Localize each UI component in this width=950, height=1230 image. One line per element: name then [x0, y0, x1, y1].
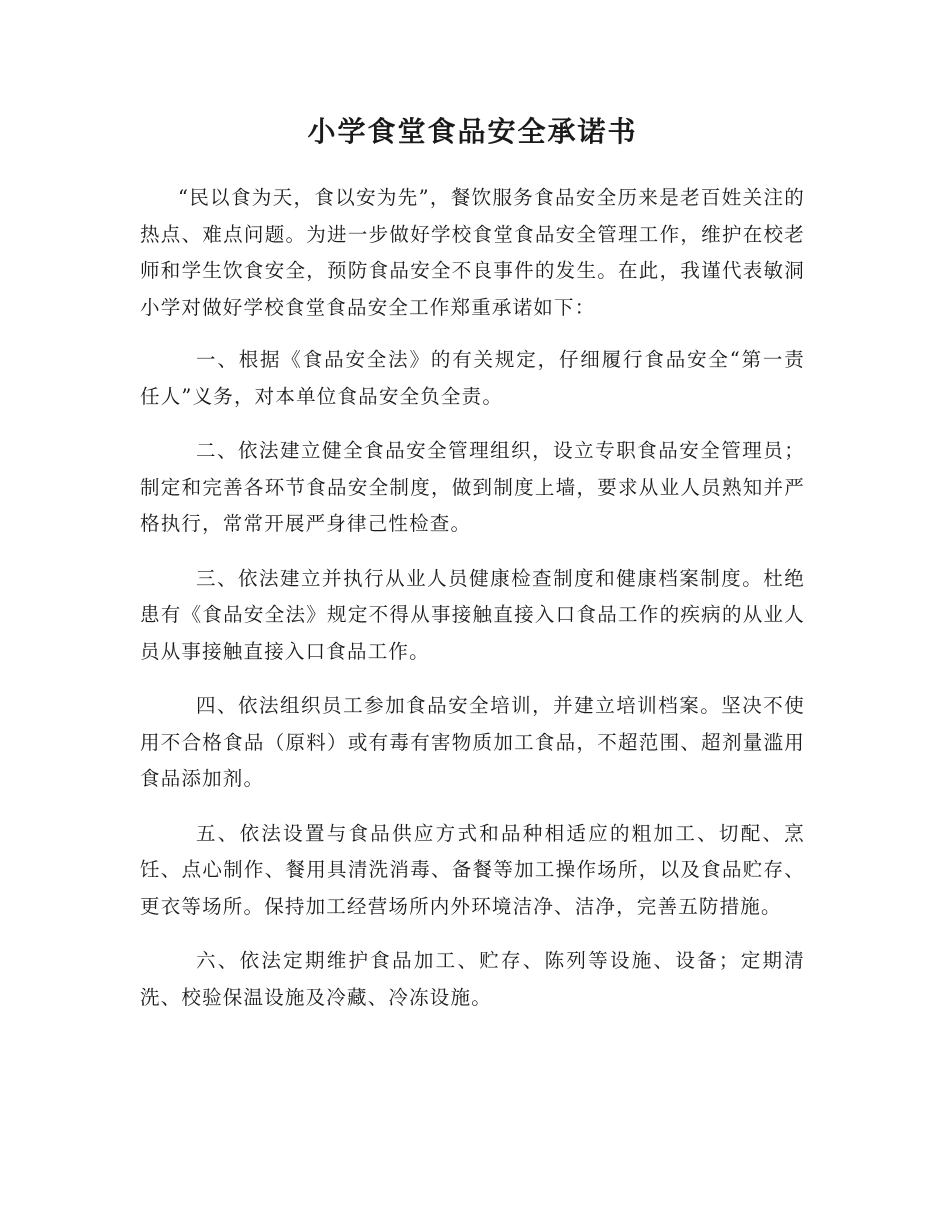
commitment-item-4: 四、依法组织员工参加食品安全培训，并建立培训档案。坚决不使用不合格食品（原料）或有毒有害物质加工食品，不超范围、超剂量滥用食品添加剂。 [140, 694, 805, 790]
commitment-item-6: 六、依法定期维护食品加工、贮存、陈列等设施、设备；定期清洗、校验保温设施及冷藏、冷冻设施。 [140, 949, 805, 1009]
document-title: 小学食堂食品安全承诺书 [307, 115, 638, 148]
commitment-item-2: 二、依法建立健全食品安全管理组织，设立专职食品安全管理员；制定和完善各环节食品安全制度，做到制度上墙，要求从业人员熟知并严格执行，常常开展严身律己性检查。 [140, 439, 805, 535]
document-page [140, 104, 805, 1034]
intro-paragraph: “民以食为天，食以安为先”，餐饮服务食品安全历来是老百姓关注的热点、难点问题。为进一步做好学校食堂食品安全管理工作，维护在校老师和学生饮食安全，预防食品安全不良事件的发生。在此，我谨代表敏洞小学对做好学校食堂食品安全工作郑重承诺如下： [140, 186, 805, 319]
commitment-item-5: 五、依法设置与食品供应方式和品种相适应的粗加工、切配、烹饪、点心制作、餐用具清洗消毒、备餐等加工操作场所，以及食品贮存、更衣等场所。保持加工经营场所内外环境洁净、洁净，完善五防措施。 [140, 821, 805, 918]
commitment-item-1: 一、根据《食品安全法》的有关规定，仔细履行食品安全“第一责任人”义务，对本单位食品安全负全责。 [140, 348, 805, 408]
commitment-item-3: 三、依法建立并执行从业人员健康检查制度和健康档案制度。杜绝患有《食品安全法》规定不得从事接触直接入口食品工作的疾病的从业人员从事接触直接入口食品工作。 [140, 566, 805, 663]
